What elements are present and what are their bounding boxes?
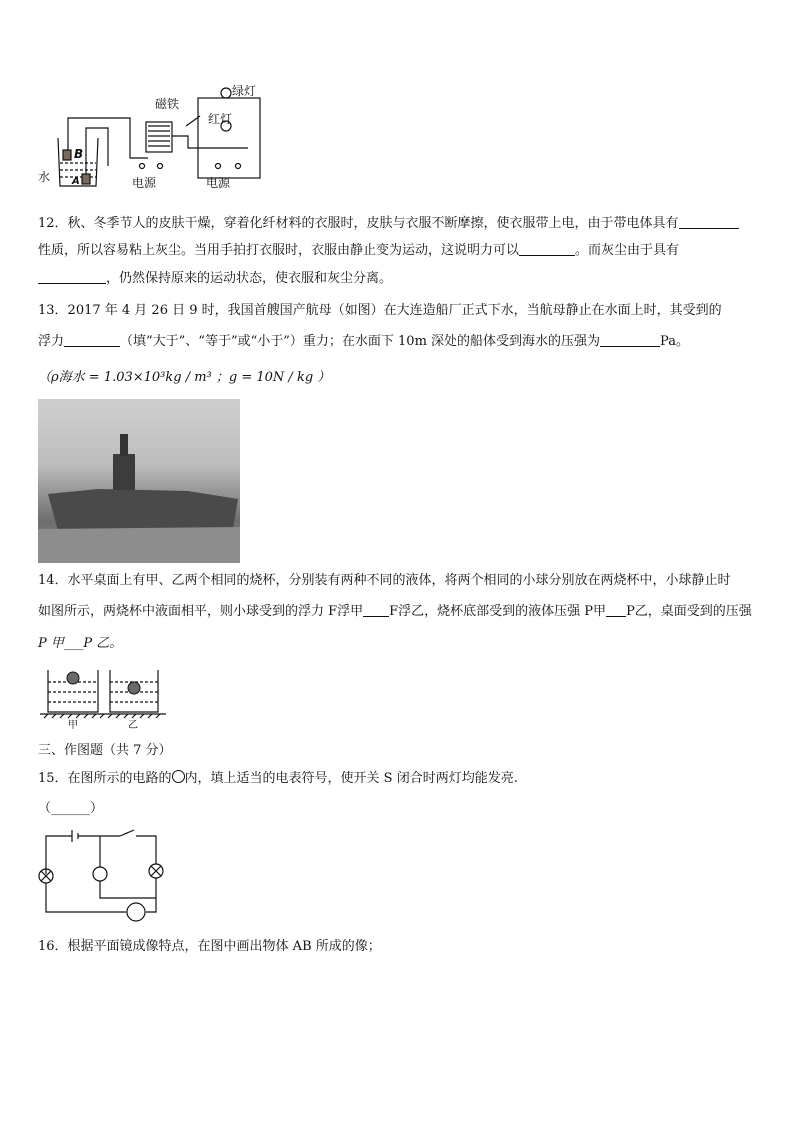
power-label-1: 电源 <box>132 176 157 190</box>
q13-text2a: 浮力 <box>38 334 65 349</box>
q12-text1: 12．秋、冬季节人的皮肤干燥，穿着化纤材料的衣服时，皮肤与衣服不断摩擦，使衣服带上电，由于带电体具有 <box>38 216 679 231</box>
lamp-circuit-figure <box>38 826 173 924</box>
magnet-label: 磁铁 <box>155 97 180 111</box>
q15-answer <box>38 800 103 818</box>
q12-blank2 <box>519 242 575 256</box>
q14-text2a: 如图所示，两烧杯中液面相平，则小球受到的浮力 F浮甲 <box>38 604 364 619</box>
q14-line1 <box>38 572 731 590</box>
q12-blank1 <box>679 215 739 229</box>
q14-blank2 <box>606 603 626 617</box>
q13-blank2 <box>600 333 660 347</box>
q14-text1: 14．水平桌面上有甲、乙两个相同的烧杯，分别装有两种不同的液体，将两个相同的小球分别放在两烧杯中，小球静止时 <box>38 573 731 588</box>
q14-line3 <box>38 635 122 653</box>
q13-line1 <box>38 302 722 320</box>
power-label-2: 电源 <box>206 176 231 190</box>
q12-text3: ，仍然保持原来的运动状态，使衣服和灰尘分离。 <box>106 271 393 286</box>
water-label: 水 <box>38 170 51 184</box>
q12-blank3 <box>38 270 106 284</box>
q13-formula <box>38 369 330 387</box>
red-light-label: 红灯 <box>208 112 233 126</box>
q15-text1a: 15．在图所示的电路的 <box>38 771 172 786</box>
q12-text2b: 。而灰尘由于具有 <box>575 243 680 258</box>
section3-title-text: 三、作图题（共 7 分） <box>38 743 172 758</box>
q13-formula-text: （ρ海水 = 1.03×10³kg / m³ ；g = 10N / kg ） <box>38 370 331 385</box>
q13-text1: 13．2017 年 4 月 26 日 9 时，我国首艘国产航母（如图）在大连造船厂正式下水，当航母静止在水面上时，其受到的 <box>38 303 722 318</box>
aircraft-carrier-photo <box>38 399 240 563</box>
q14-line2 <box>38 603 752 621</box>
beaker-yi-label: 乙 <box>128 720 138 731</box>
q12-line1 <box>38 215 739 233</box>
label-a: A <box>72 176 80 187</box>
q13-blank1 <box>64 333 120 347</box>
q14-blank1 <box>363 603 389 617</box>
q13-text2c: Pa。 <box>660 334 689 349</box>
q15-answer-text: （______） <box>38 801 104 816</box>
q12-text2a: 性质，所以容易粘上灰尘。当用手拍打衣服时，衣服由静止变为运动，这说明力可以 <box>38 243 520 258</box>
label-b: B <box>74 147 84 161</box>
beakers-figure <box>38 662 168 720</box>
green-light-label: 绿灯 <box>232 84 257 98</box>
q12-line2 <box>38 242 679 260</box>
q13-line2 <box>38 333 689 351</box>
beaker-jia-label: 甲 <box>68 720 78 731</box>
q15-line1 <box>38 770 518 788</box>
q14-text2b: F浮乙，烧杯底部受到的液体压强 P甲 <box>389 604 607 619</box>
section3-title <box>38 742 172 760</box>
q14-text3: P 甲___P 乙。 <box>38 636 123 651</box>
q12-line3 <box>38 270 392 288</box>
q13-text2b: （填“大于”、“等于”或“小于”）重力；在水面下 10m 深处的船体受到海水的压强为 <box>120 334 601 349</box>
meter-circle-symbol <box>172 770 185 783</box>
q16-line1 <box>38 938 381 956</box>
q14-text2c: P乙，桌面受到的压强 <box>626 604 752 619</box>
q16-text1: 16．根据平面镜成像特点，在图中画出物体 AB 所成的像； <box>38 939 381 954</box>
q15-text1b: 内，填上适当的电表符号，使开关 S 闭合时两灯均能发亮. <box>184 771 518 786</box>
